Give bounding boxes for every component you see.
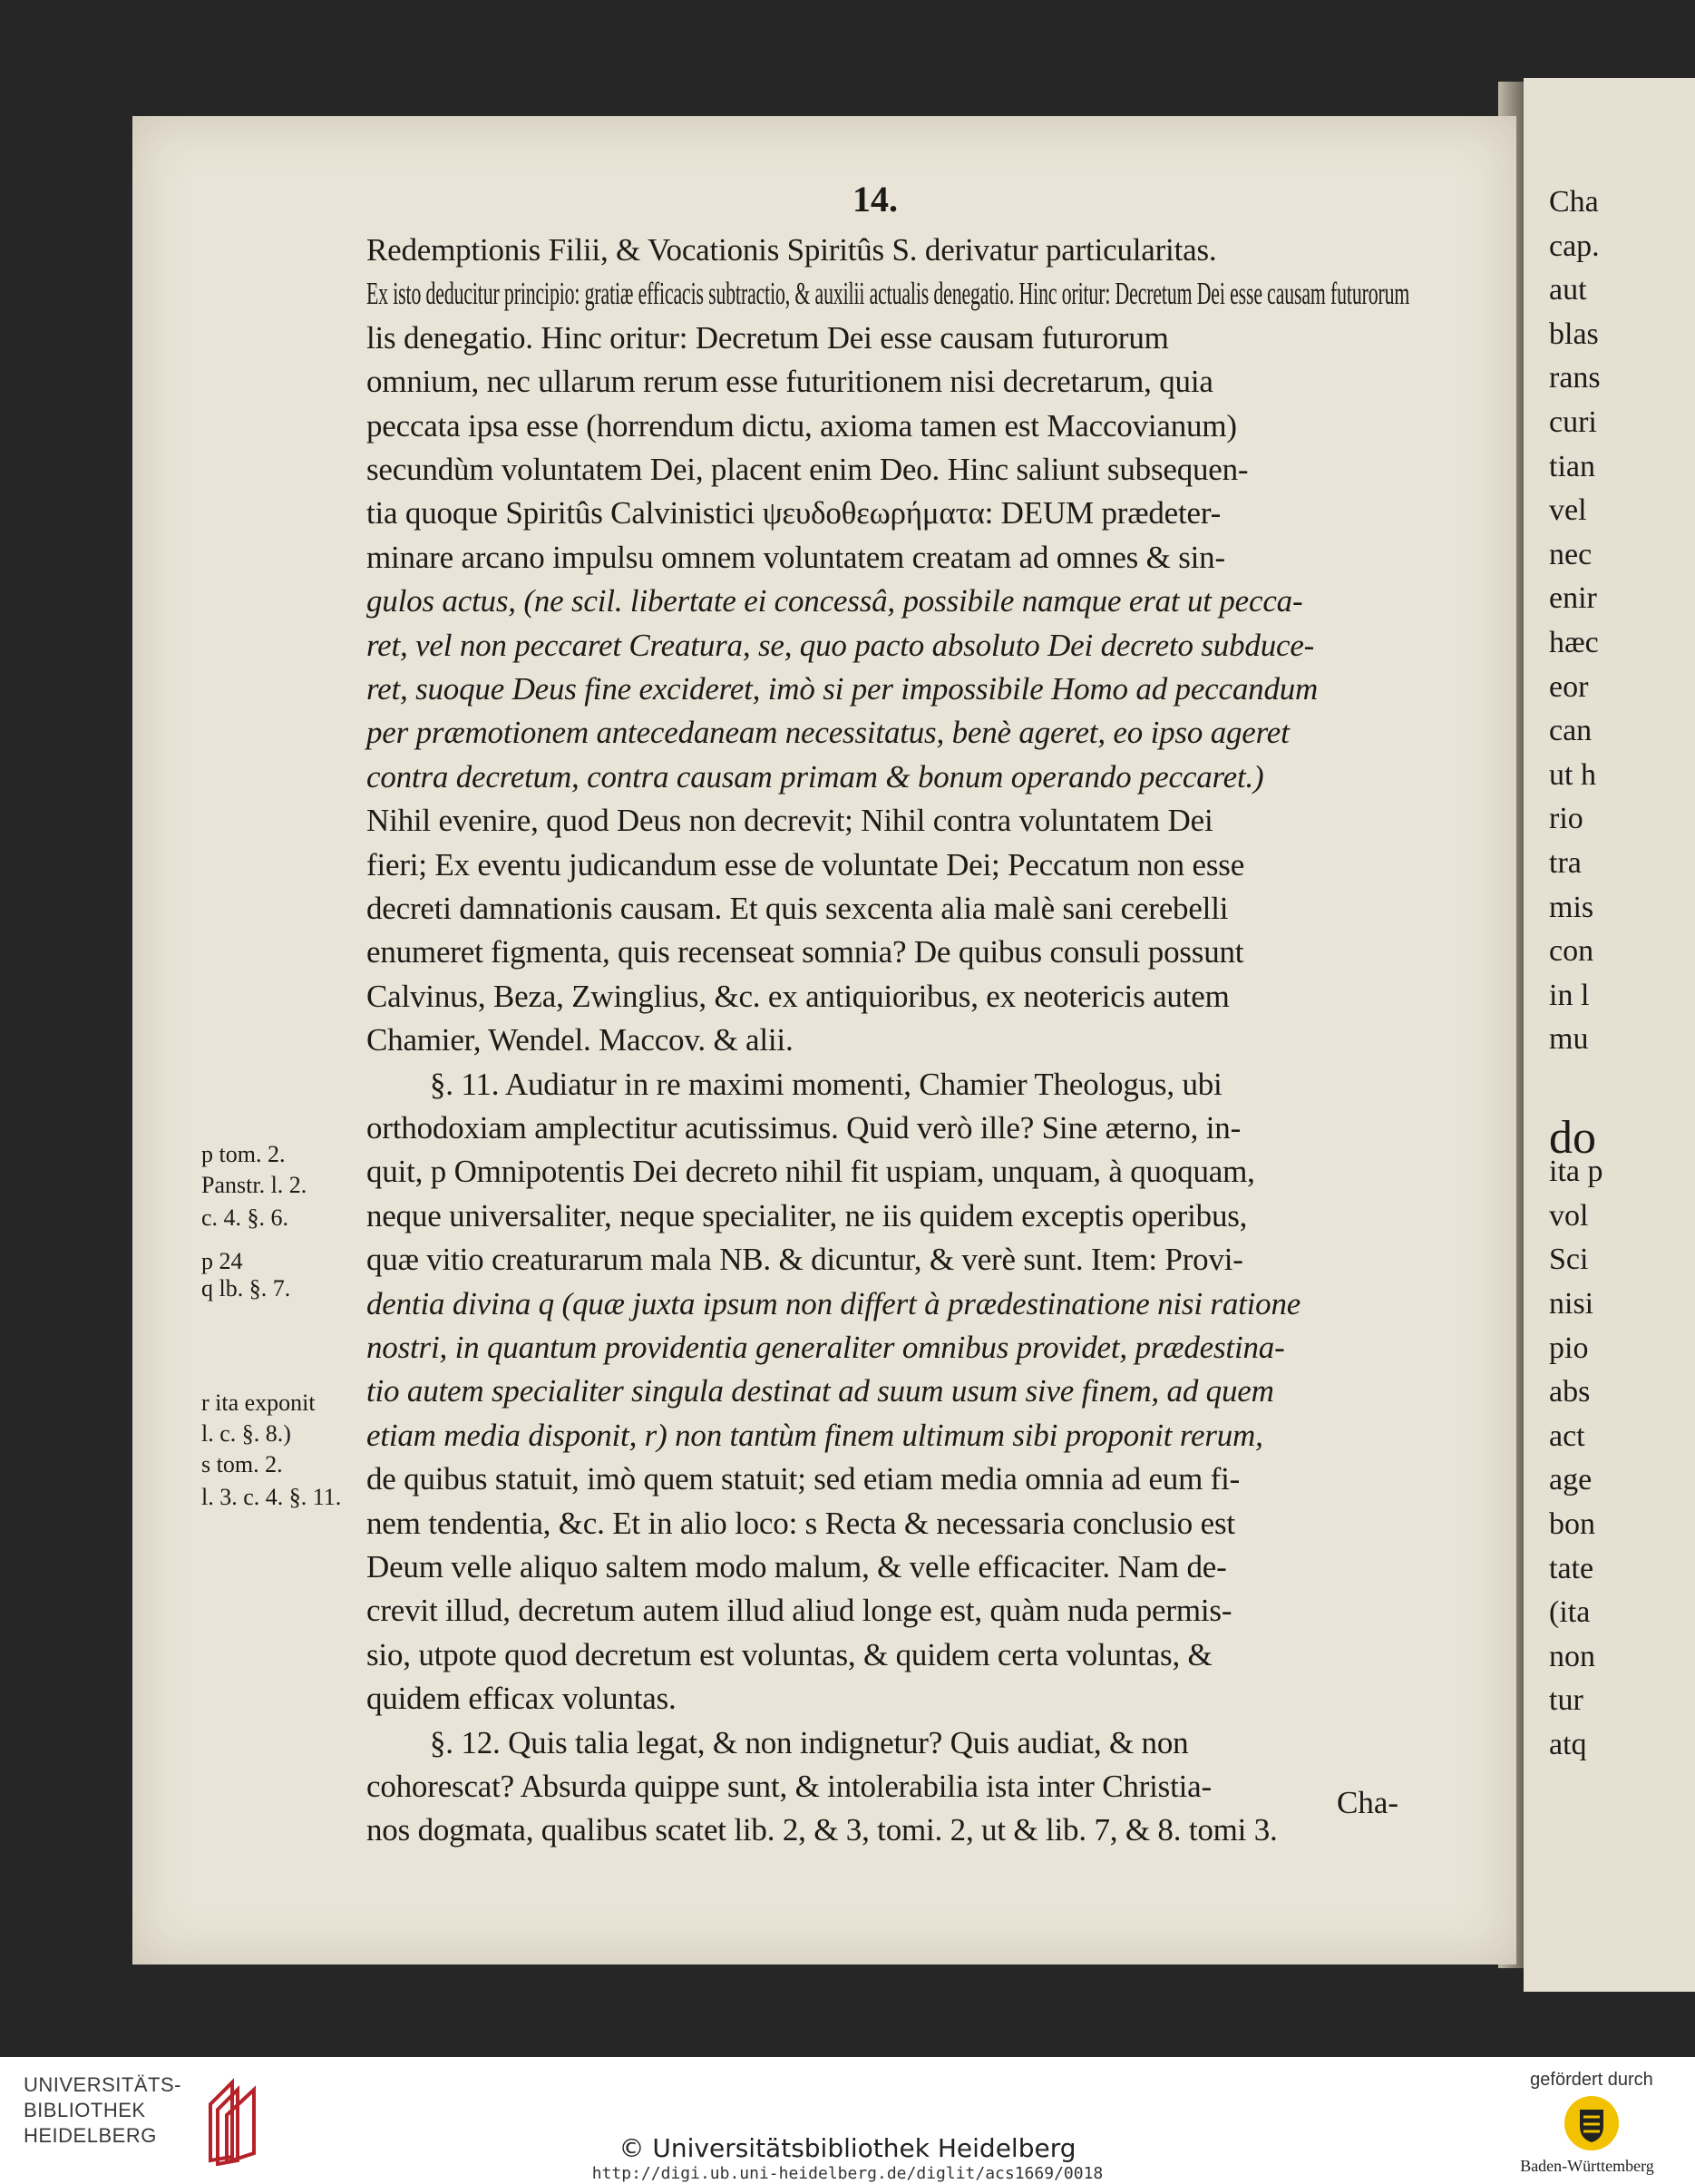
text-line: omnium, nec ullarum rerum esse futuritionem nisi decretarum, quia [366, 364, 1213, 400]
library-name-line1: UNIVERSITÄTS- [24, 2073, 181, 2096]
funded-by-label: gefördert durch [1530, 2070, 1653, 2090]
facing-page-line: eor [1549, 669, 1589, 704]
facing-page-line: tur [1549, 1683, 1583, 1718]
text-line: Chamier, Wendel. Maccov. & alii. [366, 1022, 794, 1058]
text-line: orthodoxiam amplectitur acutissimus. Quid verò ille? Sine æterno, in- [366, 1110, 1242, 1146]
facing-page-fragment [1524, 78, 1695, 1992]
facing-page-line: do [1549, 1111, 1596, 1164]
facing-page-line: in l [1549, 978, 1590, 1012]
facing-page-line: mis [1549, 890, 1594, 924]
facing-page-line: rio [1549, 802, 1583, 836]
text-line: §. 11. Audiatur in re maximi momenti, Chamier Theologus, ubi [430, 1066, 1223, 1102]
margin-note: Panstr. l. 2. [201, 1172, 307, 1198]
text-line: nostri, in quantum providentia generaliter omnibus providet, prædestina- [366, 1330, 1285, 1365]
facing-page-line: hæc [1549, 626, 1599, 659]
page-number: 14. [852, 179, 898, 219]
facing-page-line: cap. [1549, 229, 1600, 263]
text-line: sio, utpote quod decretum est voluntas, & quidem certa voluntas, & [366, 1636, 1213, 1672]
text-line: etiam media disponit, r) non tantùm finem ultimum sibi proponit rerum, [366, 1417, 1263, 1453]
text-line: Nihil evenire, quod Deus non decrevit; Nihil contra voluntatem Dei [366, 803, 1213, 839]
text-line: §. 12. Quis talia legat, & non indignetur? Quis audiat, & non [430, 1724, 1189, 1760]
margin-note: r ita exponit [201, 1389, 316, 1416]
margin-note: q lb. §. 7. [201, 1275, 291, 1302]
text-line: contra decretum, contra causam primam & bonum operando peccaret.) [366, 758, 1264, 795]
facing-page-line: bon [1549, 1507, 1595, 1541]
facing-page-line: vol [1549, 1198, 1589, 1233]
facing-page-line: tate [1549, 1551, 1594, 1585]
facing-page-line: act [1549, 1419, 1585, 1453]
margin-note: l. 3. c. 4. §. 11. [201, 1484, 342, 1510]
text-line: Calvinus, Beza, Zwinglius, &c. ex antiquioribus, ex neotericis autem [366, 978, 1230, 1014]
text-line: per præmotionem antecedaneam necessitatus, benè ageret, eo ipso ageret [366, 715, 1290, 751]
text-line: de quibus statuit, imò quem statuit; sed etiam media omnia ad eum fi- [366, 1461, 1241, 1497]
facing-page-line: Sci [1549, 1243, 1589, 1277]
margin-note: p 24 [201, 1248, 243, 1274]
facing-page-line: tian [1549, 449, 1595, 483]
facing-page-line: Cha [1549, 185, 1599, 219]
text-line: peccata ipsa esse (horrendum dictu, axioma tamen est Maccovianum) [366, 407, 1237, 444]
text-line: Ex isto deducitur principio: gratiæ efficacis subtractio, & auxilii actualis denegatio. Hinc oritur: Decretum Dei esse causam futurorum [366, 276, 1410, 312]
facing-page-line: rans [1549, 361, 1601, 395]
facing-page-line: aut [1549, 273, 1587, 307]
text-line: cohorescat? Absurda quippe sunt, & intolerabilia ista inter Christia- [366, 1769, 1212, 1804]
text-line: tio autem specialiter singula destinat ad suum usum sive finem, ad quem [366, 1373, 1274, 1409]
facing-page-line: pio [1549, 1331, 1589, 1365]
library-name-line3: HEIDELBERG [24, 2124, 157, 2147]
funder-name: Baden-Württemberg [1520, 2157, 1654, 2175]
text-line: ret, suoque Deus fine excideret, imò si per impossibile Homo ad peccandum [366, 671, 1319, 707]
facing-page-line: atq [1549, 1728, 1587, 1761]
facing-page-line: abs [1549, 1375, 1591, 1409]
facing-page-line: (ita [1549, 1595, 1591, 1630]
permalink-url[interactable]: http://digi.ub.uni-heidelberg.de/diglit/acs1669/0018 [591, 2164, 1104, 2183]
text-line: nem tendentia, &c. Et in alio loco: s Recta & necessaria conclusio est [366, 1505, 1235, 1541]
text-line: secundùm voluntatem Dei, placent enim Deo. Hinc saliunt subsequen- [366, 452, 1249, 487]
copyright-notice: © Universitätsbibliothek Heidelberg [619, 2133, 1076, 2163]
margin-note: c. 4. §. 6. [201, 1204, 289, 1231]
library-name-line2: BIBLIOTHEK [24, 2099, 146, 2121]
text-line: quit, p Omnipotentis Dei decreto nihil fit uspiam, unquam, à quoquam, [366, 1154, 1255, 1190]
facing-page-line: con [1549, 934, 1594, 969]
facing-page-line: vel [1549, 493, 1587, 528]
facing-page-line: ut h [1549, 757, 1596, 792]
text-line: quæ vitio creaturarum mala NB. & dicuntur, & verè sunt. Item: Provi- [366, 1242, 1243, 1278]
text-line: ret, vel non peccaret Creatura, se, quo pacto absoluto Dei decreto subduce- [366, 627, 1315, 663]
facing-page-line: tra [1549, 846, 1582, 880]
text-line: dentia divina q (quæ juxta ipsum non differt à prædestinatione nisi ratione [366, 1285, 1301, 1321]
text-line: crevit illud, decretum autem illud aliud longe est, quàm nuda permis- [366, 1593, 1232, 1629]
facing-page-line: age [1549, 1463, 1593, 1497]
facing-page-line: nec [1549, 537, 1593, 571]
state-coat-of-arms-icon [1562, 2093, 1622, 2153]
margin-note: p tom. 2. [201, 1141, 286, 1167]
text-line: Redemptionis Filii, & Vocationis Spiritûs S. derivatur particularitas. [366, 232, 1217, 268]
facing-page-line: blas [1549, 317, 1599, 351]
text-line: neque universaliter, neque specialiter, ne iis quidem exceptis operibus, [366, 1197, 1248, 1233]
facing-page-line: can [1549, 714, 1593, 748]
margin-note: l. c. §. 8.) [201, 1420, 291, 1447]
text-line: lis denegatio. Hinc oritur: Decretum Dei esse causam futurorum [366, 319, 1169, 356]
viewer-footer [0, 2057, 1695, 2184]
margin-note: s tom. 2. [201, 1451, 283, 1477]
text-line: decreti damnationis causam. Et quis sexcenta alia malè sani cerebelli [366, 891, 1229, 926]
text-line: nos dogmata, qualibus scatet lib. 2, & 3, tomi. 2, ut & lib. 7, & 8. tomi 3. [366, 1812, 1278, 1848]
text-line: quidem efficax voluntas. [366, 1681, 677, 1717]
text-line: enumeret figmenta, quis recenseat somnia? De quibus consuli possunt [366, 934, 1244, 970]
facing-page-line: non [1549, 1639, 1595, 1673]
text-line: fieri; Ex eventu judicandum esse de voluntate Dei; Peccatum non esse [366, 846, 1245, 882]
facing-page-line: curi [1549, 405, 1597, 439]
facing-page-line: enir [1549, 581, 1597, 616]
facing-page-line: mu [1549, 1022, 1589, 1057]
text-line: tia quoque Spiritûs Calvinistici ψευδοθεωρήματα: DEUM prædeter- [366, 495, 1222, 531]
catchword: Cha- [1337, 1785, 1399, 1820]
text-line: gulos actus, (ne scil. libertate ei concessâ, possibile namque erat ut pecca- [366, 583, 1303, 619]
text-line: minare arcano impulsu omnem voluntatem creatam ad omnes & sin- [366, 539, 1225, 575]
facing-page-line: ita p [1549, 1155, 1603, 1189]
text-line: Deum velle aliquo saltem modo malum, & velle efficaciter. Nam de- [366, 1549, 1227, 1584]
facing-page-line: nisi [1549, 1287, 1594, 1321]
